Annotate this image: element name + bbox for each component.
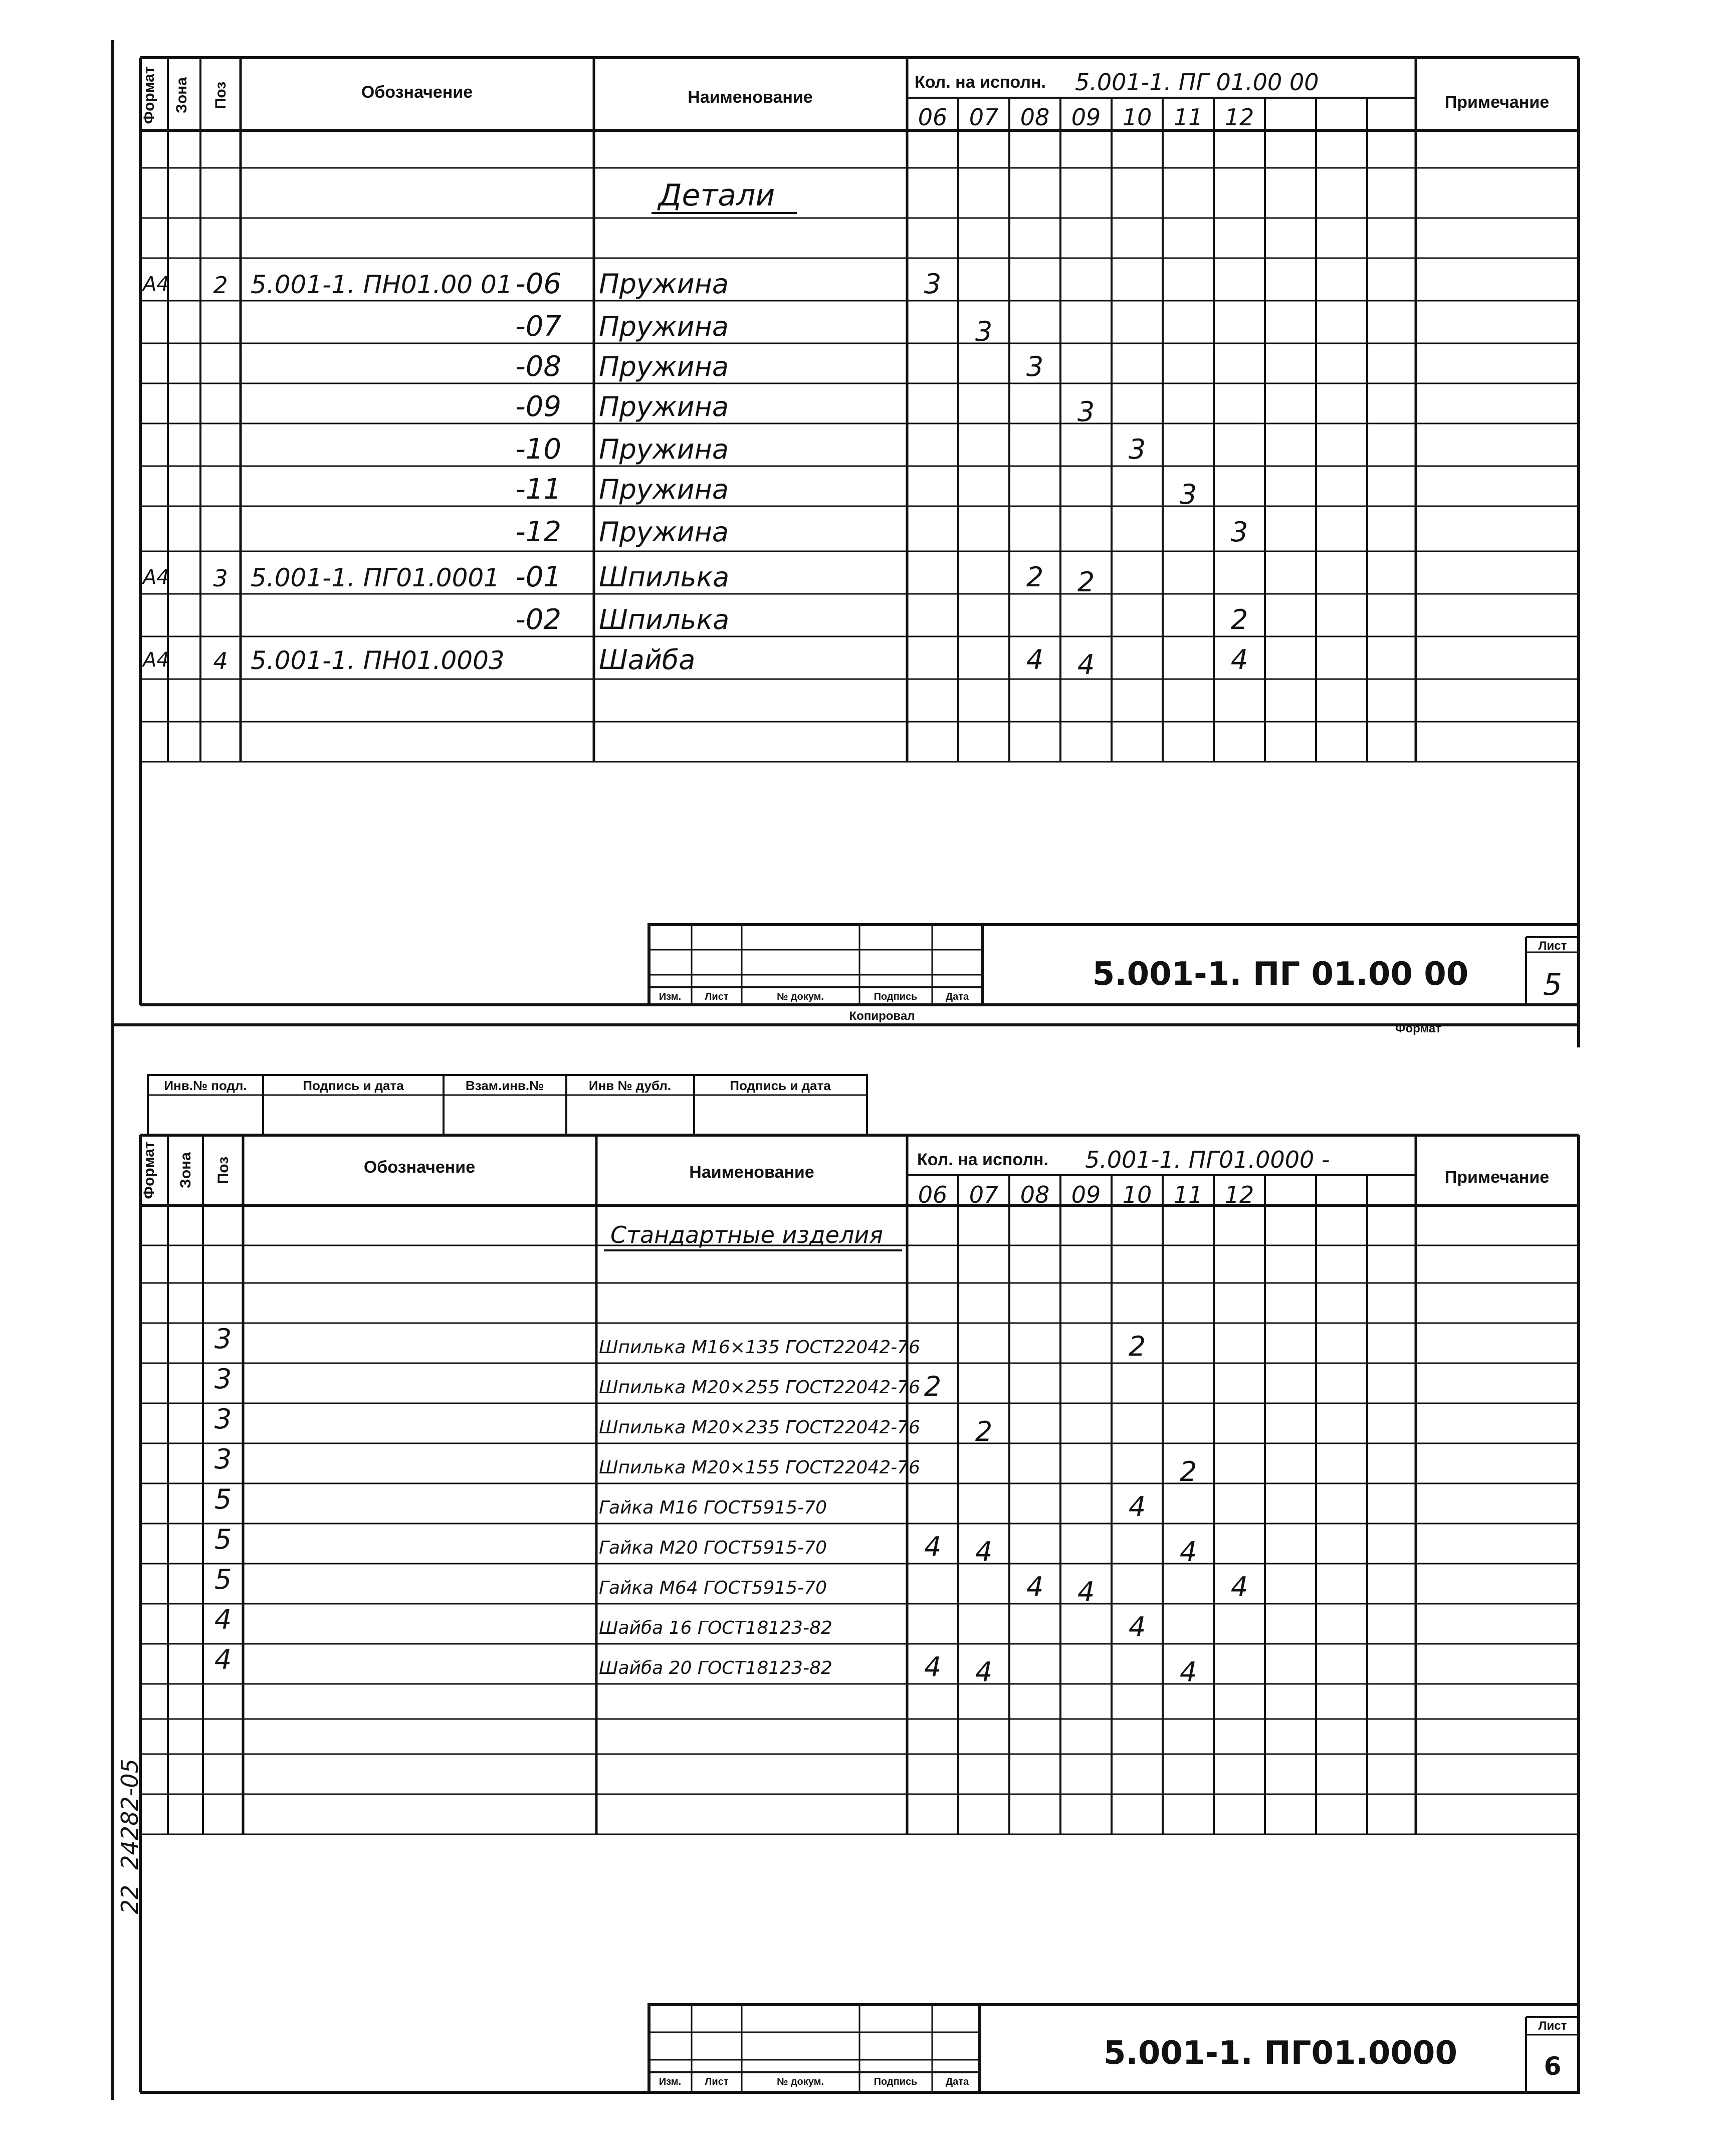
s1-header-format: Формат [141, 66, 157, 124]
variant-header: 09 [1071, 1181, 1101, 1208]
qty-cell: 3 [975, 316, 993, 347]
row-suffix: -12 [515, 516, 561, 548]
stamp-label: Взам.инв.№ [465, 1078, 544, 1093]
qty-cell: 2 [924, 1371, 942, 1402]
row-format: А4 [143, 649, 169, 672]
qty-cell: 3 [1128, 434, 1146, 465]
s2-header-name: Наименование [689, 1163, 814, 1182]
row-format: А4 [143, 273, 169, 296]
row-position: 4 [214, 1644, 232, 1675]
title-block-col: Лист [705, 2076, 729, 2087]
qty-cell: 4 [1077, 1576, 1095, 1608]
s1-variant-headers [918, 104, 1254, 131]
qty-cell: 2 [1230, 604, 1248, 635]
row-designation: 5.001-1. ПН01.0003 [251, 646, 505, 675]
row-name: Шайба [599, 644, 696, 676]
row-position: 3 [213, 565, 228, 592]
row-position: 5 [214, 1564, 232, 1595]
s1-header-qty-label: Кол. на исполн. [915, 73, 1046, 92]
qty-cell: 4 [1230, 1571, 1248, 1603]
s1-copied-label: Копировал [849, 1009, 915, 1023]
stamp-label: Инв № дубл. [588, 1078, 672, 1093]
row-name: Шпилька М16×135 ГОСТ22042-76 [599, 1337, 920, 1358]
row-position: 3 [214, 1403, 232, 1435]
row-suffix: -07 [515, 310, 561, 343]
row-name: Пружина [599, 268, 729, 300]
qty-cell: 4 [975, 1536, 993, 1568]
variant-header: 07 [969, 1181, 999, 1208]
row-name: Пружина [599, 474, 729, 505]
row-position: 2 [213, 272, 228, 299]
qty-cell: 3 [1230, 516, 1248, 548]
stamp-label: Инв.№ подл. [164, 1078, 247, 1093]
title-block-col: № докум. [777, 991, 824, 1002]
variant-header: 06 [918, 1181, 948, 1208]
s2-title-block-cols [659, 2076, 969, 2087]
row-name: Гайка М64 ГОСТ5915-70 [599, 1578, 827, 1598]
row-suffix: -11 [515, 473, 561, 506]
title-block-col: Подпись [874, 991, 918, 1002]
title-block-col: Изм. [659, 2076, 682, 2087]
qty-cell: 2 [1128, 1331, 1146, 1362]
row-position: 4 [213, 648, 228, 675]
row-suffix: -08 [515, 350, 561, 383]
s1-header-name: Наименование [688, 88, 813, 107]
variant-header: 08 [1020, 104, 1050, 131]
s1-title-block-cols [659, 991, 969, 1002]
row-name: Пружина [599, 516, 729, 548]
title-block-col: Дата [945, 2076, 969, 2087]
row-position: 5 [214, 1483, 232, 1515]
qty-cell: 4 [1077, 649, 1095, 681]
variant-header: 11 [1173, 1181, 1203, 1208]
row-name: Гайка М16 ГОСТ5915-70 [599, 1497, 827, 1518]
row-name: Гайка М20 ГОСТ5915-70 [599, 1538, 827, 1558]
row-name: Шайба 16 ГОСТ18123-82 [599, 1618, 832, 1638]
qty-cell: 3 [1179, 479, 1197, 510]
s2-doc-code: 5.001-1. ПГ01.0000 [1104, 2035, 1457, 2072]
row-suffix: -06 [515, 268, 561, 300]
row-name: Шпилька [599, 604, 730, 635]
qty-cell: 2 [1179, 1456, 1197, 1487]
stamp-label: Подпись и дата [303, 1078, 404, 1093]
s1-sheet-label: Лист [1538, 939, 1567, 953]
row-name: Пружина [599, 311, 729, 342]
row-name: Шпилька М20×235 ГОСТ22042-76 [599, 1417, 920, 1438]
row-position: 3 [214, 1323, 232, 1355]
variant-header: 08 [1020, 1181, 1050, 1208]
row-position: 3 [214, 1443, 232, 1475]
title-block-col: Лист [705, 991, 729, 1002]
qty-cell: 4 [1026, 1571, 1044, 1603]
title-block-col: Подпись [874, 2076, 918, 2087]
sheet2-frame [140, 1135, 1579, 2092]
row-suffix: -01 [515, 561, 561, 593]
qty-cell: 2 [1026, 561, 1044, 593]
s2-header-note: Примечание [1444, 1168, 1550, 1187]
title-block-col: № докум. [777, 2076, 824, 2087]
s2-section-title: Стандартные изделия [610, 1221, 883, 1248]
row-name: Пружина [599, 351, 729, 382]
row-format: А4 [143, 566, 169, 589]
title-block-col: Изм. [659, 991, 682, 1002]
variant-header: 09 [1071, 104, 1101, 131]
s1-table-rows [141, 268, 1248, 681]
variant-header: 12 [1224, 1181, 1254, 1208]
row-designation: 5.001-1. ПН01.00 01 [251, 270, 513, 299]
row-name: Пружина [599, 434, 729, 465]
s1-sheet-number: 5 [1543, 967, 1563, 1002]
qty-cell: 4 [1026, 644, 1044, 676]
qty-cell: 3 [1077, 396, 1095, 427]
row-suffix: -10 [515, 433, 561, 466]
variant-header: 12 [1224, 104, 1254, 131]
row-name: Шпилька М20×155 ГОСТ22042-76 [599, 1457, 920, 1478]
row-designation: 5.001-1. ПГ01.0001 [251, 563, 500, 592]
row-position: 5 [214, 1524, 232, 1555]
row-name: Шайба 20 ГОСТ18123-82 [599, 1658, 832, 1678]
qty-cell: 4 [1179, 1656, 1197, 1688]
qty-cell: 4 [975, 1656, 993, 1688]
s2-header-pos: Поз [215, 1156, 232, 1184]
sheet1-frame [113, 40, 1579, 2100]
row-position: 4 [214, 1604, 232, 1635]
variant-header: 11 [1173, 104, 1203, 131]
qty-cell: 3 [1026, 351, 1044, 382]
side-page-number: 22 [116, 1884, 143, 1914]
qty-cell: 2 [975, 1416, 993, 1447]
row-position: 3 [214, 1363, 232, 1395]
side-inventory-number: 24282-05 [116, 1759, 143, 1870]
s1-header-qty-code: 5.001-1. ПГ 01.00 00 [1075, 69, 1319, 96]
qty-cell: 4 [1179, 1536, 1197, 1568]
s2-sheet-label: Лист [1538, 2019, 1567, 2033]
s2-header-format: Формат [141, 1141, 157, 1199]
row-suffix: -02 [515, 603, 561, 636]
row-name: Шпилька [599, 561, 730, 593]
qty-cell: 4 [1230, 644, 1248, 676]
s1-section-title: Детали [658, 178, 775, 213]
qty-cell: 4 [924, 1651, 942, 1683]
row-name: Пружина [599, 391, 729, 422]
s2-header-qty-code: 5.001-1. ПГ01.0000 - [1085, 1146, 1330, 1173]
s1-doc-code: 5.001-1. ПГ 01.00 00 [1092, 956, 1469, 993]
row-name: Шпилька М20×255 ГОСТ22042-76 [599, 1377, 920, 1398]
qty-cell: 2 [1077, 566, 1095, 598]
title-block-col: Дата [945, 991, 969, 1002]
s1-header-zone: Зона [173, 77, 190, 113]
s1-format-label: Формат [1395, 1022, 1442, 1035]
qty-cell: 4 [1128, 1491, 1146, 1523]
s1-header-note: Примечание [1444, 93, 1550, 112]
qty-cell: 4 [924, 1531, 942, 1563]
s2-header-zone: Зона [177, 1152, 194, 1188]
qty-cell: 3 [924, 268, 942, 300]
variant-header: 06 [918, 104, 948, 131]
s1-header-designation: Обозначение [361, 83, 473, 102]
s2-table-rows [214, 1323, 1248, 1688]
s2-header-qty-label: Кол. на исполн. [917, 1150, 1048, 1169]
s1-header-pos: Поз [212, 81, 229, 109]
s2-sheet-number: 6 [1544, 2052, 1562, 2081]
variant-header: 10 [1122, 104, 1152, 131]
qty-cell: 4 [1128, 1611, 1146, 1643]
stamp-label: Подпись и дата [730, 1078, 831, 1093]
variant-header: 10 [1122, 1181, 1152, 1208]
s2-header-designation: Обозначение [363, 1158, 476, 1177]
row-suffix: -09 [515, 390, 561, 423]
variant-header: 07 [969, 104, 999, 131]
